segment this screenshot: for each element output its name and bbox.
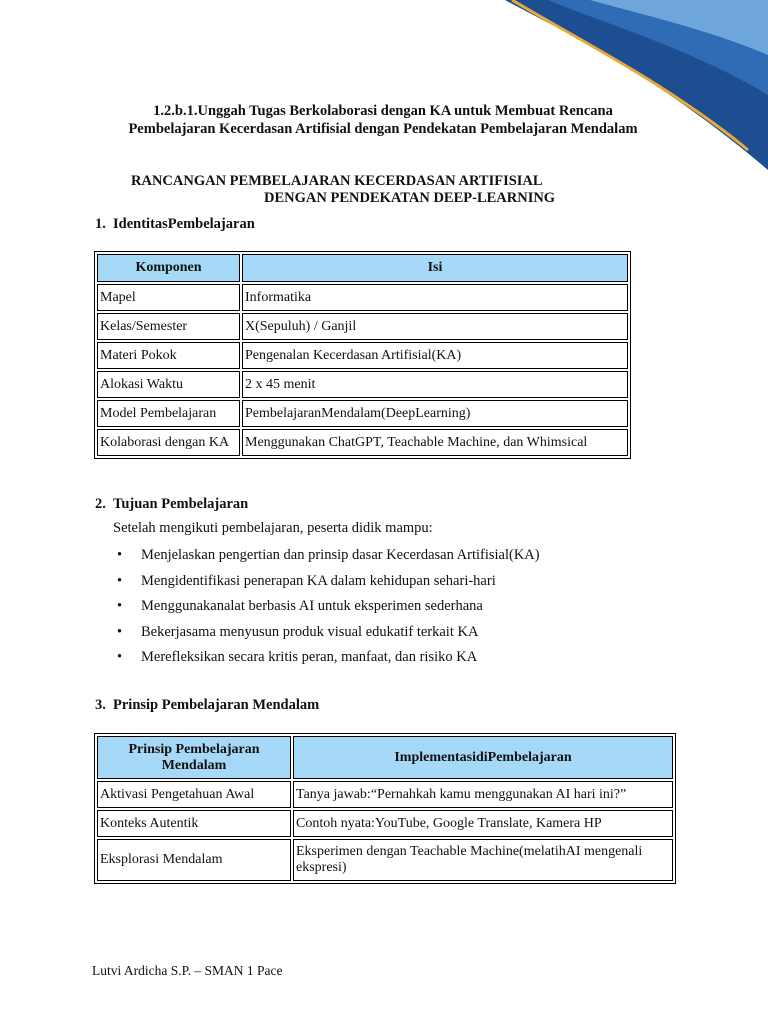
rpp-title-line2: DENGAN PENDEKATAN DEEP-LEARNING xyxy=(264,190,556,206)
principles-table xyxy=(94,733,676,884)
bullet-icon: • xyxy=(117,598,123,614)
table-cell-label: Mapel xyxy=(97,284,240,311)
section2-heading xyxy=(95,496,248,513)
header-prinsip: Prinsip Pembelajaran Mendalam xyxy=(97,736,291,779)
table-row xyxy=(97,342,628,369)
header-isi: Isi xyxy=(242,254,628,282)
section1-heading xyxy=(95,216,255,233)
table-cell-value: PembelajaranMendalam(DeepLearning) xyxy=(242,400,628,427)
section1-number: 1. xyxy=(95,216,106,232)
table-row xyxy=(97,839,673,881)
bullet-icon: • xyxy=(117,649,123,665)
goal-text: Mengidentifikasi penerapan KA dalam kehidupan sehari-hari xyxy=(141,572,496,589)
goal-text: Menggunakanalat berbasis AI untuk eksperimen sederhana xyxy=(141,598,483,614)
document-title-line1: 1.2.b.1.Unggah Tugas Berkolaborasi dengan KA untuk Membuat Rencana xyxy=(153,103,613,119)
identity-table-body xyxy=(97,284,628,456)
table-row xyxy=(97,371,628,398)
rpp-title-line1: RANCANGAN PEMBELAJARAN KECERDASAN ARTIFISIAL xyxy=(131,173,543,189)
goal-text: Menjelaskan pengertian dan prinsip dasar Kecerdasan Artifisial(KA) xyxy=(141,547,540,563)
header-swoosh-decoration xyxy=(0,0,768,170)
table-header-row xyxy=(97,254,628,282)
table-cell-label: Aktivasi Pengetahuan Awal xyxy=(97,781,291,808)
table-cell-value: Menggunakan ChatGPT, Teachable Machine, dan Whimsical xyxy=(242,429,628,456)
bullet-icon: • xyxy=(117,547,123,563)
identity-table xyxy=(94,251,631,459)
table-cell-value: 2 x 45 menit xyxy=(242,371,628,398)
principles-table-body xyxy=(97,781,673,881)
list-item xyxy=(113,648,540,674)
section3-heading-text: Prinsip Pembelajaran Mendalam xyxy=(113,697,320,713)
table-row xyxy=(97,284,628,311)
section1-heading-text: IdentitasPembelajaran xyxy=(113,216,255,232)
section3-heading xyxy=(95,697,319,714)
table-row xyxy=(97,810,673,837)
list-item xyxy=(113,597,540,623)
document-title xyxy=(80,102,686,138)
goals-list xyxy=(113,546,540,674)
bullet-icon: • xyxy=(117,623,123,640)
table-cell-label: Eksplorasi Mendalam xyxy=(97,839,291,881)
table-cell-label: Kelas/Semester xyxy=(97,313,240,340)
table-cell-value: X(Sepuluh) / Ganjil xyxy=(242,313,628,340)
table-cell-value: Informatika xyxy=(242,284,628,311)
table-row xyxy=(97,313,628,340)
document-title-line2: Pembelajaran Kecerdasan Artifisial dengan Pendekatan Pembelajaran Mendalam xyxy=(128,121,638,137)
table-row xyxy=(97,781,673,808)
table-cell-label: Model Pembelajaran xyxy=(97,400,240,427)
table-header-row xyxy=(97,736,673,779)
bullet-icon: • xyxy=(117,572,123,589)
table-cell-label: Konteks Autentik xyxy=(97,810,291,837)
table-cell-label: Kolaborasi dengan KA xyxy=(97,429,240,456)
footer-author: Lutvi Ardicha S.P. – SMAN 1 Pace xyxy=(92,963,283,978)
goals-intro: Setelah mengikuti pembelajaran, peserta didik mampu: xyxy=(113,520,433,536)
table-cell-value: Pengenalan Kecerdasan Artifisial(KA) xyxy=(242,342,628,369)
table-cell-value: Eksperimen dengan Teachable Machine(melatihAI mengenali ekspresi) xyxy=(293,839,673,881)
table-cell-value: Tanya jawab:“Pernahkah kamu menggunakan AI hari ini?” xyxy=(293,781,673,808)
section3-number: 3. xyxy=(95,697,106,713)
section2-number: 2. xyxy=(95,496,106,512)
list-item xyxy=(113,623,540,649)
list-item xyxy=(113,546,540,572)
section2-heading-text: Tujuan Pembelajaran xyxy=(113,496,249,512)
table-cell-label: Alokasi Waktu xyxy=(97,371,240,398)
list-item xyxy=(113,572,540,598)
table-row xyxy=(97,400,628,427)
table-cell-value: Contoh nyata:YouTube, Google Translate, Kamera HP xyxy=(293,810,673,837)
goal-text: Merefleksikan secara kritis peran, manfaat, dan risiko KA xyxy=(141,649,478,665)
header-implementasi: ImplementasidiPembelajaran xyxy=(293,736,673,779)
table-cell-label: Materi Pokok xyxy=(97,342,240,369)
header-komponen: Komponen xyxy=(97,254,240,282)
table-row xyxy=(97,429,628,456)
goal-text: Bekerjasama menyusun produk visual edukatif terkait KA xyxy=(141,623,479,640)
